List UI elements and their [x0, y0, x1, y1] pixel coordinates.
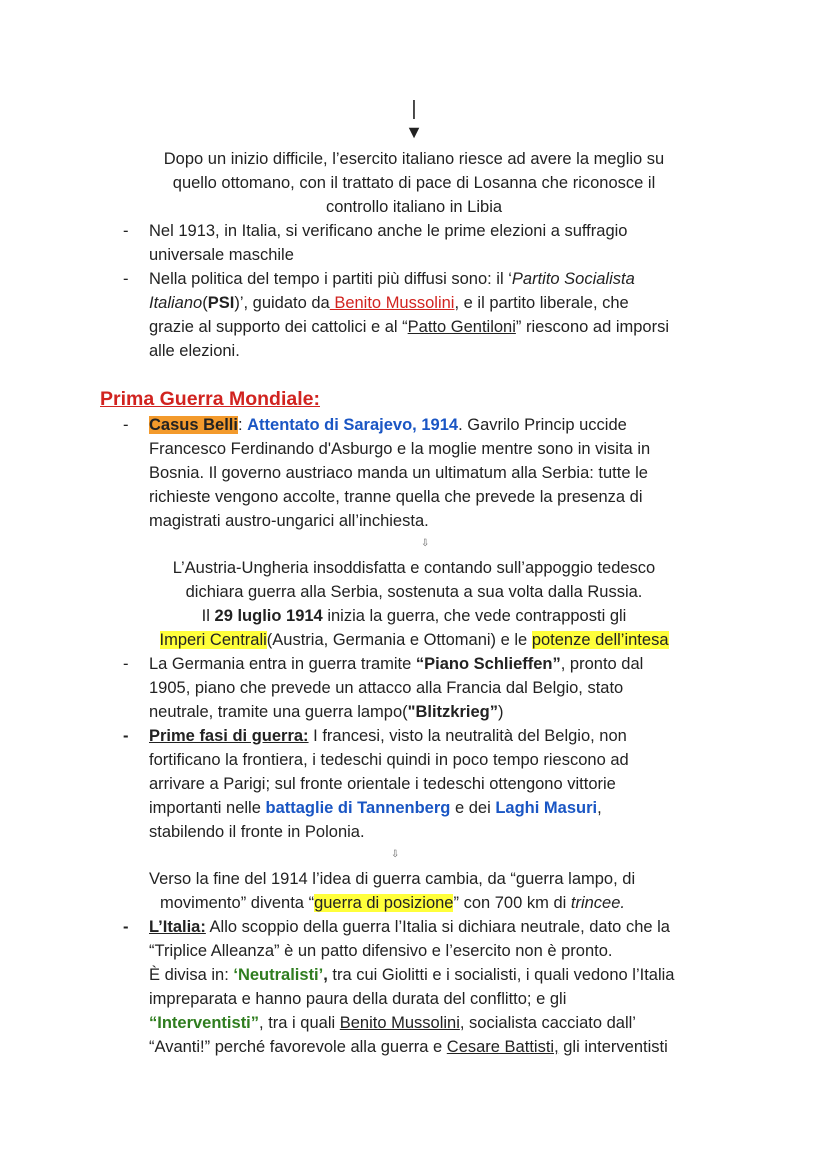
germany-line-1: La Germania entra in guerra tramite “Piano Schlieffen”, pronto dal [149, 655, 644, 673]
psi-name: Partito Socialista [511, 270, 635, 288]
phases-line-3: arrivare a Parigi; sul fronte orientale i tedeschi ottengono vittorie [149, 775, 616, 793]
bullet-dash: - [123, 727, 129, 745]
bullet-dash: - [123, 222, 129, 240]
intro-line-1: Dopo un inizio difficile, l’esercito italiano riesce ad avere la meglio su [163, 150, 665, 168]
neutralisti: ‘Neutralisti’ [233, 966, 324, 984]
bullet1-line-2: universale maschile [149, 246, 294, 264]
italy-line-3: È divisa in: ‘Neutralisti’, tra cui Giolitti e i socialisti, i quali vedono l’Italia [149, 966, 675, 984]
position-war-line-2: movimento” diventa “guerra di posizione” con 700 km di trincee. [160, 894, 625, 912]
bullet2-line-4: alle elezioni. [149, 342, 240, 360]
bullet-dash: - [123, 416, 129, 434]
italy-line-4: impreparata e hanno paura della durata del conflitto; e gli [149, 990, 567, 1008]
interventisti: “Interventisti” [149, 1014, 260, 1032]
italy-line-2: “Triplice Alleanza” è un patto difensivo e l’esercito non è pronto. [149, 942, 613, 960]
potenze-intesa: potenze dell’intesa [531, 631, 669, 649]
casus-belli-label: Casus Belli [149, 416, 238, 434]
mussolini-link: Benito Mussolini [329, 294, 455, 312]
italy-line-1: L’Italia: Allo scoppio della guerra l’Italia si dichiara neutrale, dato che la [149, 918, 670, 936]
arrow-stem: | [411, 98, 417, 120]
bullet2-line-1: Nella politica del tempo i partiti più diffusi sono: il ‘Partito Socialista [149, 270, 635, 288]
bullet1-line-1: Nel 1913, in Italia, si verificano anche le prime elezioni a suffragio [149, 222, 628, 240]
down-arrow-icon: ⇩ [421, 538, 430, 549]
phases-label: Prime fasi di guerra: [149, 727, 309, 745]
war-start-line-2: dichiara guerra alla Serbia, sostenuta a sua volta dalla Russia. [185, 583, 643, 601]
war-start-line-3: Il 29 luglio 1914 inizia la guerra, che vede contrapposti gli [201, 607, 627, 625]
patto-gentiloni: Patto Gentiloni [407, 318, 516, 336]
germany-line-2: 1905, piano che prevede un attacco alla Francia dal Belgio, stato [149, 679, 624, 697]
casus-line-4: richieste vengono accolte, tranne quella che prevede la presenza di [149, 488, 643, 506]
bullet2-line-2: Italiano(PSI)’, guidato da Benito Mussolini, e il partito liberale, che [149, 294, 629, 312]
casus-line-2: Francesco Ferdinando d'Asburgo e la moglie mentre sono in visita in [149, 440, 651, 458]
phases-line-4: importanti nelle battaglie di Tannenberg e dei Laghi Masuri, [149, 799, 602, 817]
casus-line-5: magistrati austro-ungarici all’inchiesta. [149, 512, 429, 530]
phases-line-1: Prime fasi di guerra: I francesi, visto la neutralità del Belgio, non [149, 727, 627, 745]
italy-line-5: “Interventisti”, tra i quali Benito Mussolini, socialista cacciato dall’ [149, 1014, 636, 1032]
intro-line-3: controllo italiano in Libia [325, 198, 503, 216]
phases-line-5: stabilendo il fronte in Polonia. [149, 823, 365, 841]
intro-line-2: quello ottomano, con il trattato di pace di Losanna che riconosce il [172, 174, 656, 192]
germany-line-3: neutrale, tramite una guerra lampo("Blitzkrieg”) [149, 703, 504, 721]
bullet2-line-3: grazie al supporto dei cattolici e al “Patto Gentiloni” riescono ad imporsi [149, 318, 670, 336]
bullet-dash: - [123, 270, 129, 288]
arrow-down-icon: ▼ [405, 122, 423, 142]
imperi-centrali: Imperi Centrali [159, 631, 267, 649]
bullet-dash: - [123, 918, 129, 936]
position-war-line-1: Verso la fine del 1914 l’idea di guerra cambia, da “guerra lampo, di [149, 870, 636, 888]
phases-line-2: fortificano la frontiera, i tedeschi quindi in poco tempo riescono ad [149, 751, 629, 769]
section-heading: Prima Guerra Mondiale: [100, 388, 320, 410]
war-start-line-1: L’Austria-Ungheria insoddisfatta e contando sull’appoggio tedesco [172, 559, 656, 577]
bullet-dash: - [123, 655, 129, 673]
sarajevo-event: Attentato di Sarajevo, 1914 [247, 416, 459, 434]
casus-line-3: Bosnia. Il governo austriaco manda un ultimatum alla Serbia: tutte le [149, 464, 648, 482]
italy-label: L’Italia: [149, 918, 206, 936]
italy-line-6: “Avanti!” perché favorevole alla guerra e Cesare Battisti, gli interventisti [149, 1038, 668, 1056]
guerra-posizione: guerra di posizione [314, 894, 454, 912]
war-start-line-4: Imperi Centrali(Austria, Germania e Ottomani) e le potenze dell’intesa [159, 631, 669, 649]
casus-line-1: Casus Belli: Attentato di Sarajevo, 1914. Gavrilo Princip uccide [149, 416, 627, 434]
down-arrow-icon: ⇩ [391, 849, 400, 860]
